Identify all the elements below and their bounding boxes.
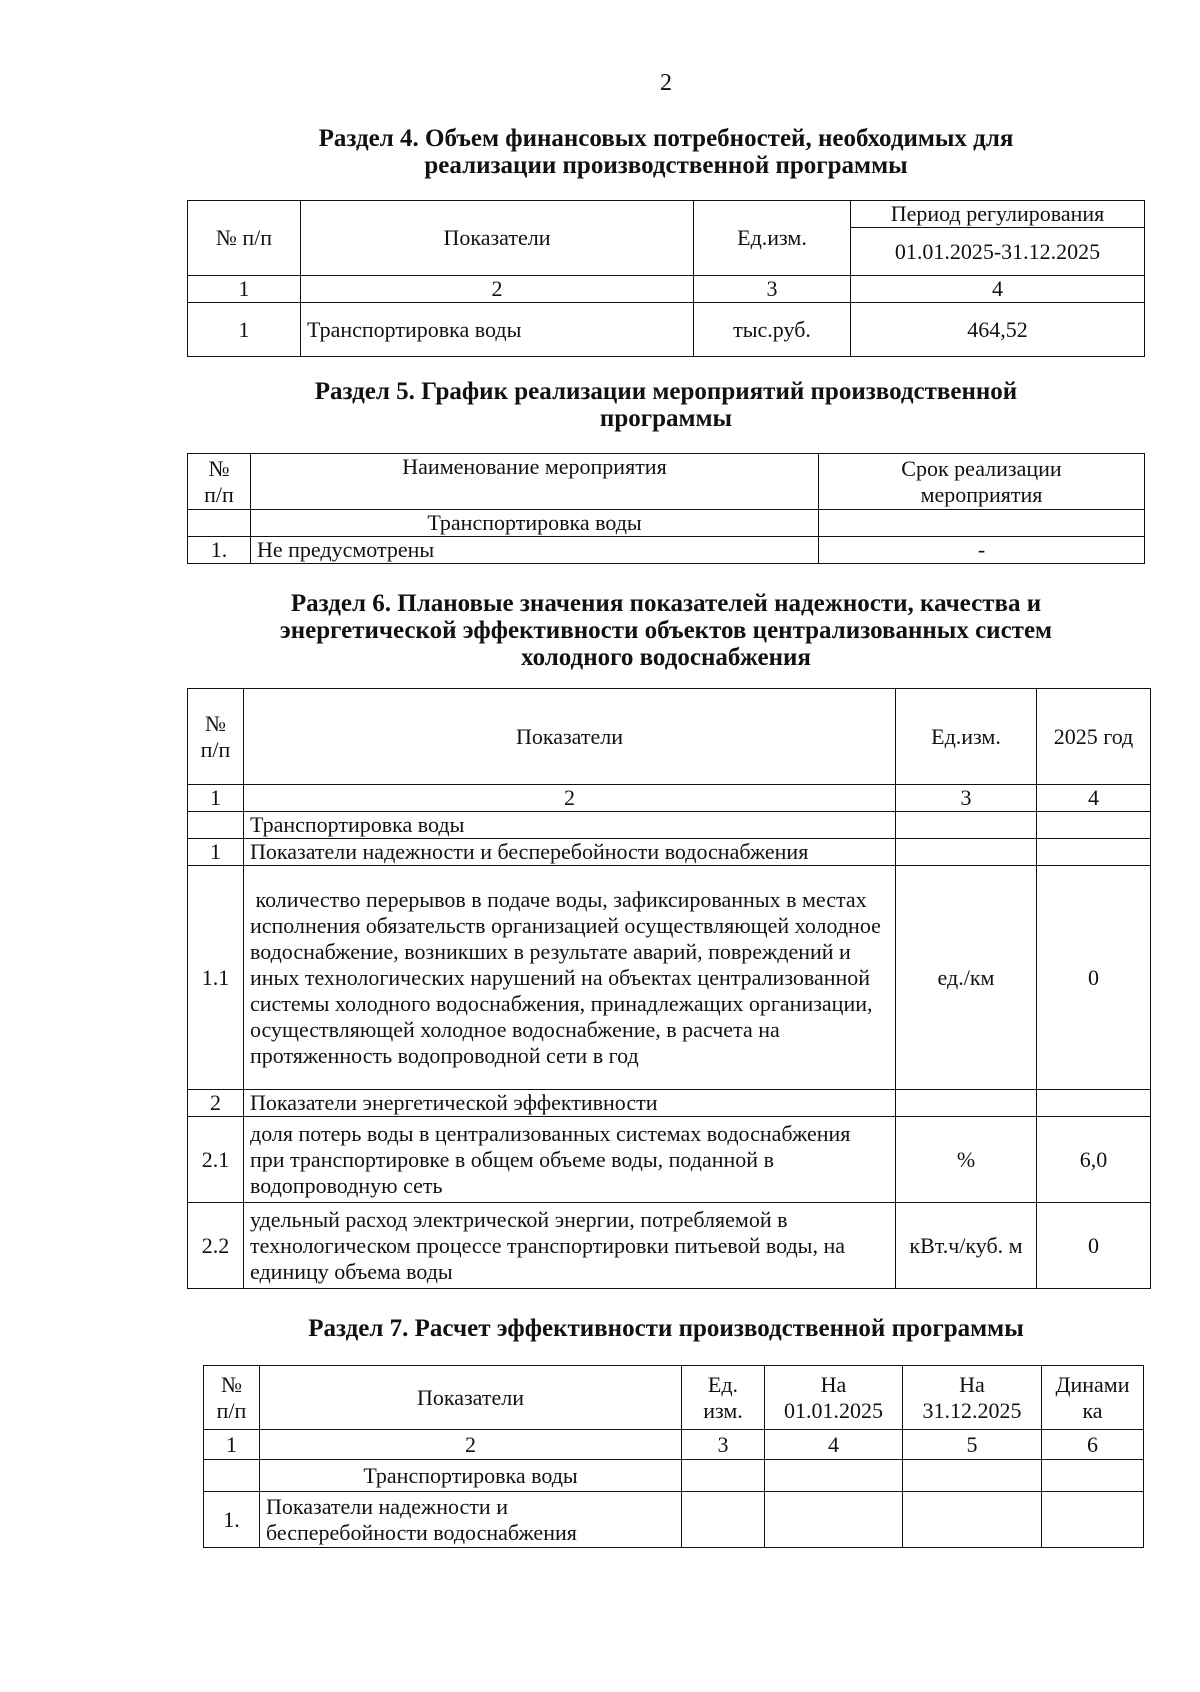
s6-header-year: 2025 год — [1037, 689, 1151, 785]
table-row — [188, 1090, 1151, 1117]
s7-row-dynamics — [1042, 1492, 1144, 1548]
s7-header-start-line2: 01.01.2025 — [784, 1397, 883, 1423]
s4-row-num: 1 — [188, 303, 301, 357]
s6-group-empty-unit — [896, 812, 1037, 839]
s7-colnum-6: 6 — [1042, 1430, 1144, 1460]
s7-header-dyn-line2: ка — [1082, 1397, 1103, 1423]
s6-row1-value — [1037, 839, 1151, 866]
s7-colnum-1: 1 — [204, 1430, 260, 1460]
s7-header-end-line2: 31.12.2025 — [922, 1397, 1022, 1423]
s7-header-indicators: Показатели — [260, 1366, 682, 1430]
section5-title — [200, 378, 1132, 432]
page-number: 2 — [660, 70, 672, 96]
s5-header-num-line1: № — [208, 455, 230, 481]
s6-header-unit: Ед.изм. — [896, 689, 1037, 785]
section6-title — [200, 590, 1132, 671]
section6-table — [187, 688, 1151, 1289]
table-row — [188, 866, 1151, 1090]
s7-colnum-2: 2 — [260, 1430, 682, 1460]
section6-title-line1: Раздел 6. Плановые значения показателей надежности, качества и — [290, 590, 1042, 617]
s4-row-value: 464,52 — [851, 303, 1145, 357]
s6-header-indicators: Показатели — [244, 689, 896, 785]
section5-title-line2: программы — [599, 405, 733, 432]
s7-row-start — [765, 1492, 903, 1548]
section5-title-line1: Раздел 5. График реализации мероприятий производственной — [314, 378, 1018, 405]
s6-row4-num: 2.1 — [188, 1117, 244, 1203]
s7-row-text-line1: Показатели надежности и — [266, 1493, 508, 1519]
s6-row1-unit — [896, 839, 1037, 866]
s4-colnum-3: 3 — [694, 276, 851, 303]
s5-header-num-line2: п/п — [204, 481, 234, 507]
section4-title-line2: реализации производственной программы — [424, 152, 908, 179]
section7-title: Раздел 7. Расчет эффективности производственной программы — [308, 1315, 1024, 1342]
s7-group-empty-3 — [682, 1460, 765, 1492]
s6-group-empty — [188, 812, 244, 839]
s6-row4-unit: % — [896, 1117, 1037, 1203]
s5-header-term-line1: Срок реализации — [901, 455, 1062, 481]
s6-colnum-4: 4 — [1037, 785, 1151, 812]
s4-colnum-4: 4 — [851, 276, 1145, 303]
s4-header-indicators: Показатели — [301, 201, 694, 276]
section4-table — [187, 200, 1145, 357]
section7-table — [203, 1365, 1144, 1548]
s4-header-num: № п/п — [188, 201, 301, 276]
s5-header-term-line2: мероприятия — [920, 481, 1043, 507]
table-row — [188, 1203, 1151, 1289]
s7-header-dynamics — [1042, 1366, 1144, 1430]
s5-group-label: Транспортировка воды — [251, 510, 819, 537]
s4-row-unit: тыс.руб. — [694, 303, 851, 357]
s7-header-unit — [682, 1366, 765, 1430]
section4-title-line1: Раздел 4. Объем финансовых потребностей, необходимых для — [318, 125, 1014, 152]
s7-row-end — [903, 1492, 1042, 1548]
s6-header-num-line1: № — [205, 710, 226, 736]
s7-row-num: 1. — [204, 1492, 260, 1548]
s5-header-num — [188, 454, 251, 510]
s7-row-text — [260, 1492, 682, 1548]
s7-header-dyn-line1: Динами — [1055, 1371, 1130, 1397]
section6-title-line3: холодного водоснабжения — [521, 644, 811, 671]
table-row — [188, 537, 1145, 564]
s7-row-text-line2: бесперебойности водоснабжения — [266, 1519, 577, 1545]
s6-row1-text: Показатели надежности и бесперебойности водоснабжения — [244, 839, 896, 866]
s5-header-term — [819, 454, 1145, 510]
s7-header-unit-line1: Ед. — [707, 1371, 739, 1397]
s4-header-period-value: 01.01.2025-31.12.2025 — [851, 228, 1145, 276]
s6-row2-text: количество перерывов в подаче воды, зафиксированных в местах исполнения обязательств организацией осуществляющей холодное водоснабжение, возникших в результате аварий, повреждений и иных технологических нарушений на объектах централизованной системы холодного водоснабжения, принадлежащих организации, осуществляющей холодное водоснабжение, в расчета на протяженность водопроводной сети в год — [244, 866, 896, 1090]
s6-row3-unit — [896, 1090, 1037, 1117]
s7-colnum-4: 4 — [765, 1430, 903, 1460]
s6-row2-num: 1.1 — [188, 866, 244, 1090]
s4-header-period: Период регулирования — [851, 201, 1145, 228]
section5-table — [187, 453, 1145, 564]
s6-row2-value: 0 — [1037, 866, 1151, 1090]
table-row — [188, 1117, 1151, 1203]
s6-colnum-1: 1 — [188, 785, 244, 812]
s7-group-empty-6 — [1042, 1460, 1144, 1492]
table-row — [188, 839, 1151, 866]
s4-header-unit: Ед.изм. — [694, 201, 851, 276]
s6-row5-text: удельный расход электрической энергии, потребляемой в технологическом процессе транспортировки питьевой воды, на единицу объема воды — [244, 1203, 896, 1289]
s4-colnum-1: 1 — [188, 276, 301, 303]
s6-row4-value: 6,0 — [1037, 1117, 1151, 1203]
s7-colnum-5: 5 — [903, 1430, 1042, 1460]
s7-header-end-line1: На — [959, 1371, 985, 1397]
s6-row3-num: 2 — [188, 1090, 244, 1117]
s7-header-num-line2: п/п — [216, 1397, 247, 1423]
s6-row5-unit: кВт.ч/куб. м — [896, 1203, 1037, 1289]
s6-row3-text: Показатели энергетической эффективности — [244, 1090, 896, 1117]
s7-header-num-line1: № — [221, 1371, 242, 1397]
s7-row-unit — [682, 1492, 765, 1548]
s5-header-name: Наименование мероприятия — [251, 454, 819, 510]
s7-group-empty — [204, 1460, 260, 1492]
s6-group-empty-value — [1037, 812, 1151, 839]
s7-group-label: Транспортировка воды — [260, 1460, 682, 1492]
s5-row-num: 1. — [188, 537, 251, 564]
s6-header-num — [188, 689, 244, 785]
s5-row-term: - — [819, 537, 1145, 564]
s7-header-num — [204, 1366, 260, 1430]
s5-group-empty — [188, 510, 251, 537]
s6-header-num-line2: п/п — [200, 736, 231, 762]
s4-row-name: Транспортировка воды — [301, 303, 694, 357]
s7-header-end — [903, 1366, 1042, 1430]
s6-row4-text: доля потерь воды в централизованных системах водоснабжения при транспортировке в общем объеме воды, поданной в водопроводную сеть — [244, 1117, 896, 1203]
s4-colnum-2: 2 — [301, 276, 694, 303]
s6-colnum-2: 2 — [244, 785, 896, 812]
table-row — [188, 303, 1145, 357]
section4-title — [200, 125, 1132, 179]
s6-row5-num: 2.2 — [188, 1203, 244, 1289]
table-row — [204, 1492, 1144, 1548]
s6-row1-num: 1 — [188, 839, 244, 866]
s6-group-label: Транспортировка воды — [244, 812, 896, 839]
s7-header-unit-line2: изм. — [703, 1397, 743, 1423]
s7-colnum-3: 3 — [682, 1430, 765, 1460]
s7-header-start-line1: На — [820, 1371, 847, 1397]
s7-group-empty-4 — [765, 1460, 903, 1492]
s6-row2-unit: ед./км — [896, 866, 1037, 1090]
s6-row5-value: 0 — [1037, 1203, 1151, 1289]
s5-row-name: Не предусмотрены — [251, 537, 819, 564]
s6-row3-value — [1037, 1090, 1151, 1117]
s7-header-start — [765, 1366, 903, 1430]
s5-group-empty-term — [819, 510, 1145, 537]
s7-group-empty-5 — [903, 1460, 1042, 1492]
section6-title-line2: энергетической эффективности объектов централизованных систем — [279, 617, 1053, 644]
s6-colnum-3: 3 — [896, 785, 1037, 812]
